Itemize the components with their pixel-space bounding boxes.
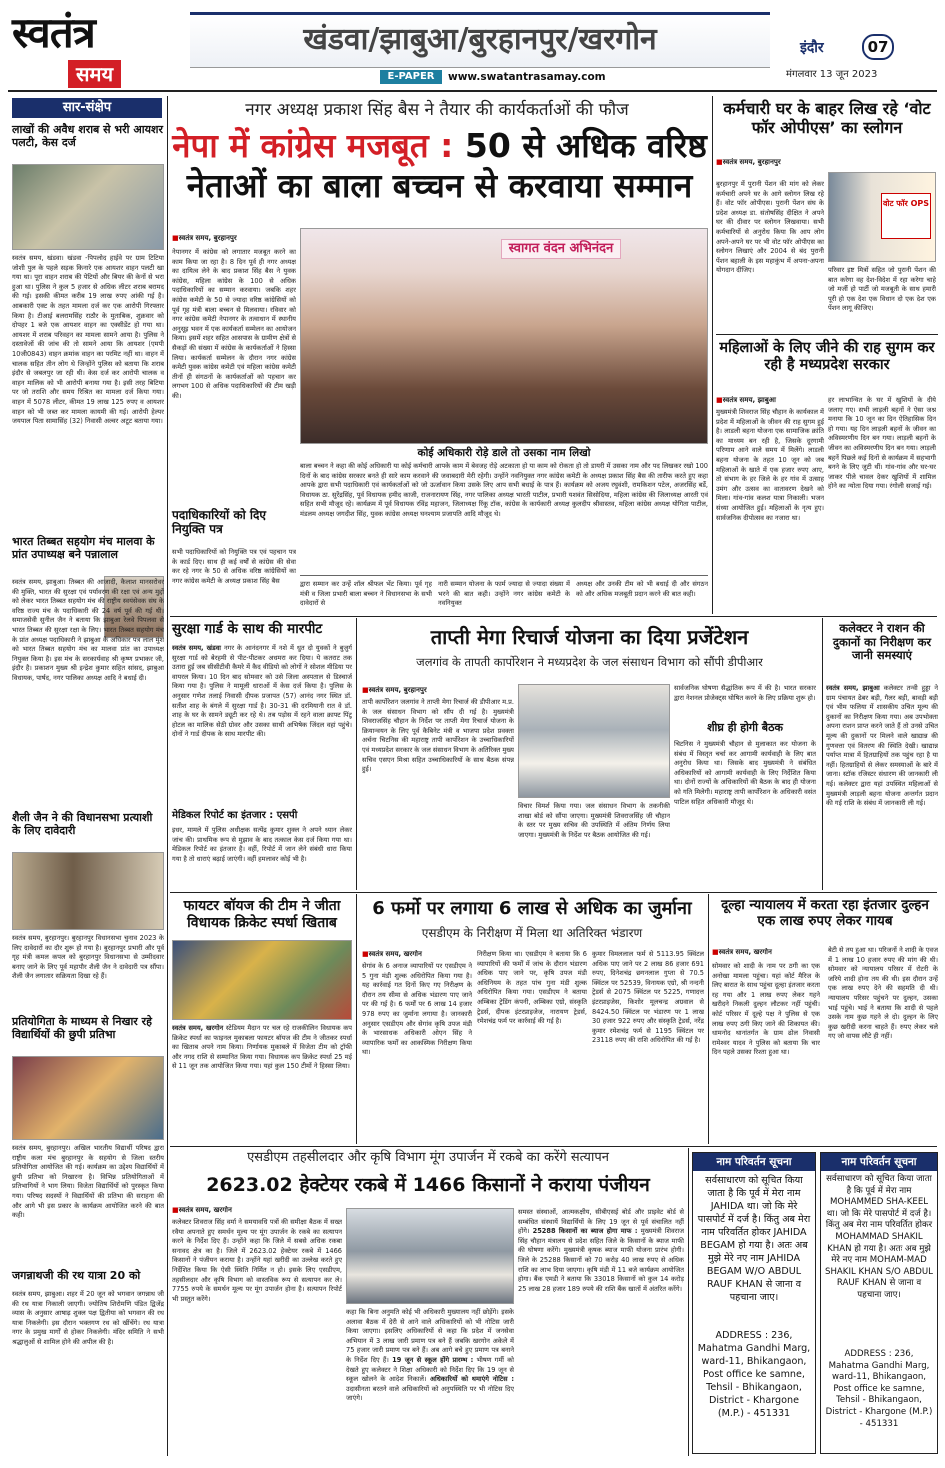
ops-body-2: परिवार इष्ट मित्रों सहित जो पुरानी पेंशन की बात करेगा वह देश-विदेश में रहा करेगा चाहे जो मर्जी हो पार्टी जो मजबूती के साथ हमारी पूरी हो एक देश एक विधान दो एक देश एक पेंशन लागू कीजिए। <box>828 266 936 313</box>
epaper-label: E-PAPER <box>380 70 442 84</box>
collector-body <box>826 684 938 886</box>
women-headline: महिलाओं के लिए जीने की राह सुगम कर रही है मध्यप्रदेश सरकार <box>719 340 935 374</box>
brief-3-title: शैली जैन ने की विधानसभा प्रत्याशी के लिए दावेदारी <box>12 811 153 837</box>
mid-rule-2 <box>170 892 937 893</box>
guard-rule <box>356 618 357 890</box>
brief-5-body: स्वतंत्र समय, झाबुआ। शहर में 20 जून को भगवान जगन्नाथ जी की रथ यात्रा निकाली जाएगी। ज्योतिष शिरोमणि पंडित द्विजेंद्र व्यास के अनुसार आषाढ़ शुक्ल पक्ष द्वितीया को भगवान की रथ यात्रा निकलेगी। इस दौरान भक्तगण रथ को खींचेंगे। रथ यात्रा नगर के प्रमुख मार्गों से होकर निकलेगी। मंदिर समिति ने सभी श्रद्धालुओं से शामिल होने की अपील की है। <box>12 1290 164 1346</box>
name-notice-2 <box>820 1152 938 1454</box>
brief-5-title: जगन्नाथजी की रथ यात्रा 20 को <box>12 1269 141 1282</box>
guard-headline: सुरक्षा गार्ड के साथ की मारपीट <box>172 621 323 637</box>
ops-byline: ■ स्वतंत्र समय, बुरहानपुर <box>716 158 936 167</box>
moong-sub-1: 19 जून से स्कूल होंगे प्रारम्भ : <box>392 1355 474 1364</box>
brief-1-title: लाखों की अवैध शराब से भरी आयशर पलटी, केस दर्ज <box>12 123 163 149</box>
fine-headline: 6 फर्मो पर लगाया 6 लाख से अधिक का जुर्माना <box>372 898 692 919</box>
lead-headline-red: नेपा में कांग्रेस मजबूत : <box>172 126 454 165</box>
tapti-deck: जलगांव के तापती कार्पोरेशन ने मध्यप्रदेश के जल संसाधन विभाग को सौंपी डीपीआर <box>416 655 763 669</box>
tapti-body-2: विचार विमर्श किया गया। जल संसाधन विभाग के तकनीकी शाखा बोर्ड को सौंपा जाएगा। मुख्यमंत्री शिवराजसिंह जी चौहान के स्तर पर मुख्य सचिव की उपस्थिति में अंतिम निर्णय लिया जाएगा। मुख्यमंत्री के निर्देश पर बैठक आयोजित की गई। <box>518 802 670 839</box>
moong-body-2-text: कहा कि बिना अनुमति कोई भी अधिकारी मुख्यालय नहीं छोड़ेंगे। इसके अलावा बैठक में देरी से आने वाले अधिकारियों को भी नोटिस जारी किया जाएगा। इसलिए अधिकारियों से कहा कि प्रदेश में जनसेवा अभियान में 3 लाख जारी प्रमाण पत्र बने हैं जबकि खरगोन अकेले में 75 हजार जारी प्रमाण पत्र बने हैं। अब आगे बचे हुए प्रमाण पत्र बनाने के निर्देश दिए हैं। <box>346 1308 514 1364</box>
collector-body-text: कलेक्टर तन्वी हुड्डा ने ग्राम पंचायत ढेबर बड़ी, गैलर बड़ी, बावड़ी बड़ी एवं भीम फलिया में शासकीय उचित मूल्य की दुकानों का निरीक्षण किया गया। अब उपभोक्ता अपना राशन प्राप्त करने जाते हैं तो उनसे उचित मूल्य की दुकानों पर मिलने वाले खाद्यान्न की गुणवत्ता एवं वितरण की स्थिति देखी। खाद्यान्न पर्याप्त मात्रा में हितग्राहियों तक पहुंच रहा है या नहीं। हितग्राहियों से लेकर समस्याओं के बारे में जाना। स्टॉक रजिस्टर संधारण की जानकारी ली गई। कलेक्टर द्वारा यहां उपस्थित महिलाओं से मुख्यमंत्री लाड़ली बहना योजना अन्तर्गत प्रदान की गई राशि के संबंध में जानकारी ली गई। <box>826 684 938 808</box>
ops-photo <box>828 172 936 262</box>
groom-body-2: बेटी से तय हुआ था। परिजनों ने शादी के एवज में 1 लाख 10 हजार रुपए की मांग की थी। सोमवार को न्यायालय परिसर में रोटरी के जरिये शादी होना तय की थी। इस दौरान उन्हें एक लाख रुपए देने की सहमति दी थी। न्यायालय परिसर पहुंचने पर दुल्हन, उसका भाई पहुंचे। भाई ने बताया कि शादी से पहले उसके नाम कुछ गहने ले दो। दुल्हन के लिए कुछ खरीदी करना चाहते हैं। रुपए लेकर चले गए जो वापस लौटे ही नहीं। <box>828 946 938 1041</box>
issue-date: मंगलवार 13 जून 2023 <box>786 69 878 80</box>
lead-body-left: नेपानगर में कांग्रेस को लगातार मजबूत करने का काम किया जा रहा है। 8 दिन पूर्व ही नगर अध्यक्ष का दायित्व लेने के बाद प्रकाश सिंह बैस ने युवक कांग्रेस, महिला कांग्रेस के 100 से अधिक पदाधिकारियों का सम्मान करवाया। जबकि शहर कांग्रेस कमेटी के 50 से ज्यादा वरिष्ठ कांग्रेसियों को पूर्व गृह मंत्री बाला बच्चन से मिलवाया। रविवार को नगर कांग्रेस कमेटी नेपानगर के तत्वाधान में स्थानीय अनुसूइ भवन में एक कार्यकर्ता सम्मेलन का आयोजन किया। इसमें शहर सहित आसपास के ग्रामीण क्षेत्रों से सैकड़ों की संख्या में कांग्रेस के कार्यकर्ताओं ने हिस्सा लिया। कार्यकर्ता सम्मेलन के दौरान नगर कांग्रेस कमेटी युवक कांग्रेस कमेटी एवं महिला कांग्रेस कमेटी तीनों ही संगठनों के कार्यकर्ताओं को पहचान कर लगभग 100 से अधिक पदाधिकारियों की टीम खड़ी की। <box>172 248 296 400</box>
name-notice-2-title: नाम परिवर्तन सूचना <box>821 1153 937 1171</box>
name-notice-1-title: नाम परिवर्तन सूचना <box>693 1153 815 1171</box>
cricket-byline: स्वतंत्र समय, खरगोन <box>172 1024 224 1032</box>
moong-sub-2: अधिकारियों को थमाएंगे नोटिस : <box>430 1375 514 1384</box>
brief-4-title: प्रतियोगिता के माध्यम से निखार रहे विद्यार्थियों की छुपी प्रतिभा <box>12 1015 152 1041</box>
name-notice-1-body: सर्वसाधारण को सूचित किया जाता है कि पूर्व में मेरा नाम JAHIDA था। जो कि मेरे पासपोर्ट में दर्ज है। किंतु अब मेरा नाम परिवर्तित होकर JAHIDA BEGAM हो गया है। अतः अब मुझे मेरे नए नाम JAHIDA BEGAM W/O ABDUL RAUF KHAN से जाना व पहचाना जाए। <box>697 1175 811 1303</box>
cricket-body-text: स्टेडियम मैदान पर चल रहे राजकीलिन विधायक कप क्रिकेट स्पर्धा का फाइनल मुकाबला फायटर बॉयज की टीम ने जीतकर स्पर्धा का खिताब अपने नाम किया। निर्णायक मुकाबले में विजेता टीम को ट्रॉफी और नगद राशि से सम्मानित किया गया। विधायक कप क्रिकेट स्पर्धा 25 मई से 11 जून तक आयोजित किया गया। यहां कुल 150 टीमों ने हिस्सा लिया। <box>172 1024 352 1071</box>
cricket-photo <box>172 940 352 1020</box>
tapti-byline: ■ स्वतंत्र समय, बुरहानपुर <box>362 686 512 695</box>
moong-body-2c: उदासीनता बरतने वाले अधिकारियों को अनुपस्थिति पर भी नोटिस दिए जाएंगे। <box>346 1384 514 1403</box>
left-column-rule <box>167 96 168 1456</box>
ops-rule <box>716 334 938 335</box>
name-notice-1 <box>692 1152 816 1454</box>
groom-headline: दूल्हा न्यायालय में करता रहा इंतजार दुल्हन एक लाख रुपए लेकर गायब <box>721 897 929 929</box>
page-number: 07 <box>862 34 894 60</box>
brief-1-photo <box>12 164 164 250</box>
lead-body-bottom-1: द्वारा सम्मान कर उन्हें शॉल श्रीफल भेंट किया। पूर्व गृह मंत्री व जिला प्रभारी बाला बच्चन ने विधानसभा के सभी दावेदारों से <box>300 580 432 608</box>
brief-4-photo <box>12 1056 164 1140</box>
lead-headline-text: 50 से अधिक वरिष्ठ नेताओं का बाला बच्चन से करवाया सम्मान <box>186 126 707 205</box>
guard-body-text: नगर के आनंदनगर में नशे में धुत दो युवकों ने बुजुर्ग सुरक्षा गार्ड को बेरहमी से पीट-पीटकर अधमरा कर दिया। ये कतराट तक उतारा हुई जब सीसीटीवी कैमरे में कैद वीडियो को लोगों ने सोशल मीडिया पर वायरल किया। 10 दिन बाद सोमवार को उसे जिला अस्पताल से डिस्चार्ज किया गया है। पुलिस ने मामूली धाराओं में केस दर्ज किया है। पुलिस के अनुसार गणेश तलाई निवासी दीपक प्रजापत (57) आनंद नगर स्थित डॉ. सतीश शाह के बंगले में सुरक्षा गार्ड है। 30-31 की दरमियानी रात वे डॉ. शाह के घर के सामने ड्यूटी कर रहे थे। तब पड़ोस में रहने वाला क्राफ्ट पिंटू होटल का मालिक सेठी ग्रोवर और उसका साथी अभिषेक जिंदल वहां पहुंचे। दोनों ने गार्ड दीपक के साथ मारपीट की। <box>172 644 352 739</box>
collector-headline: कलेक्टर ने राशन की दुकानों का निरीक्षण कर जानी समस्याएं <box>832 621 932 663</box>
collector-byline: स्वतंत्र समय, झाबुआ <box>826 684 880 692</box>
masthead-logo <box>12 10 162 92</box>
name-notice-2-body: सर्वसाधारण को सूचित किया जाता है कि पूर्व में मेरा नाम MOHAMMED SHA-KEEL था। जो कि मेरे पासपोर्ट में दर्ज है। किंतु अब मेरा नाम परिवर्तित होकर MOHAMMAD SHAKIL KHAN हो गया है। अतः अब मुझे मेरे नए नाम MOHAM-MAD SHAKIL KHAN S/O ABDUL RAUF KHAN से जाना व पहचाना जाए। <box>825 1174 933 1300</box>
lead-photo-banner: स्वागत वंदन अभिनंदन <box>501 239 621 259</box>
fine-byline: ■ स्वतंत्र समय, खरगोन <box>362 950 472 959</box>
lead-caption: कोई अधिकारी रोड़े डाले तो उसका नाम लिखो <box>300 446 708 460</box>
city-label: इंदौर <box>800 40 824 56</box>
lead-subhead: पदाधिकारियों को दिए नियुक्ति पत्र <box>172 508 266 537</box>
mid-rule-1 <box>170 616 937 617</box>
women-body: मुख्यमंत्री शिवराज सिंह चौहान के कार्यकाल में प्रदेश में महिलाओं के जीवन की राह सुगम हुई है। लाडली बहना योजना एक सामाजिक क्रांति का माध्यम बन रही है, जिसके दूरगामी परिणाम आने वाले समय में मिलेंगे। लाडली बहना योजना के तहत 10 जून को जब महिलाओं के खाते में एक हजार रुपए आए, तो संभाग के हर जिले के हर गांव में उत्साह उमंग और उत्सव का वातावरण देखने को मिला। गांव-गांव कलश यात्रा निकाली। भजन संध्या आयोजित हुई। महिलाओं के नृत्य हुए। सार्वजनिक दीपोत्सव का नजारा था। <box>716 408 824 522</box>
moong-body-2 <box>346 1308 514 1456</box>
moong-body-3 <box>518 1208 684 1456</box>
brief-2-body: स्वतंत्र समय, झाबुआ। तिब्बत की आजादी, कैलाश मानसरोवर की मुक्ति, भारत की सुरक्षा एवं पर्यावरण की रक्षा एवं अन्य मुद्दों को लेकर भारत तिब्बत सहयोग मंच की राष्ट्रीय स्वयंसेवक संघ के वरिष्ठ राज्य मंच के पदाधिकारी की 24 वर्ष पूर्व की गई थी। समाजसेवी सुनील जैन ने बताया कि झाबुआ रेलवे पिपलवा से भारत तिब्बत की सुरक्षा रक्षा के लिए। भारत तिब्बत सहयोग मंच के प्रांत अध्यक्ष पदाधिकारी ने झाबुआ के अधिकार पत्र लाल मुंश को भारत तिब्बत सहयोग मंच का मालवा प्रांत का उपाध्यक्ष नियुक्त किया है। इस मंच के सरकार्यवाह श्री कृष्ण प्रभाकर जी, इंदौर है। प्रकाशन मुख्य श्री इन्द्रेश कुमार सहित सांसद, झाबुआ विधायक, पार्षद, नगर पालिका अध्यक्ष आदि ने बधाई दी। <box>12 578 164 682</box>
moong-body-2b: भीषण गर्मी को देखते हुए कलेक्टर ने शिक्षा अधिकारी को निर्देश दिए कि 19 जून से स्कूल खोलने के आदेश निकालें। <box>346 1355 514 1384</box>
name-notice-2-address: ADDRESS : 236, Mahatma Gandhi Marg, ward-11, Bhikangaon, Post office ke samne, Tehsil - Bhikangaon, District - Khargone (M.P.) - 451331 <box>825 1349 933 1429</box>
tapti-rule <box>822 618 823 890</box>
ops-body: बुरहानपुर में पुरानी पेंशन की मांग को लेकर कर्मचारी अपने घर के आगे स्लोगन लिख रहे हैं। वोट फॉर ओपीएस। पुरानी पेंशन संघ के प्रदेश अध्यक्ष डा. संतोषसिंह दीक्षित ने अपने घर की दीवार पर स्लोगन लिखवाया। सभी कर्मचारियों से अनुरोध किया कि आप लोग अपने-अपने घर पर भी वोट फॉर ओपीएस का स्लोगन लिखाएं और 2004 से बंद पुरानी पेंशन बहाली के इस महाकुंभ में अपना-अपना योगदान दीजिए। <box>716 180 824 275</box>
brief-4-body: स्वतंत्र समय, बुरहानपुर। अखिल भारतीय विद्यार्थी परिषद द्वारा राष्ट्रीय कला मंच बुरहानपुर के सहयोग से जिला स्तरीय प्रतियोगिता आयोजित की गई। कार्यक्रम का उद्देश्य विद्यार्थियों में छुपी प्रतिभा को निखारना है। विभिन्न प्रतियोगिताओं में प्रतिभागियों ने भाग लिया। विजेता विद्यार्थियों को पुरस्कृत किया गया। परिषद सदस्यों ने विद्यार्थियों की प्रतिभा की सराहना की और आगे भी इस प्रकार के कार्यक्रम आयोजित करने की बात कही। <box>12 1144 164 1220</box>
lead-photo <box>300 228 708 444</box>
tapti-body-4: चिटनिस ने मुख्यमंत्री चौहान से मुलाकात कर योजना के संबंध में विस्तृत चर्चा कर आगामी कार्यवाही के लिए बात अनुरोध किया था। जिसके बाद मुख्यमंत्री ने संबंधित अधिकारियों को आगामी कार्यवाही के लिए निर्देशित किया था। दोनों राज्यों के अधिकारियों की बैठक के बाद ही योजना को गति मिलेगी। महाराष्ट्र तापी कार्पोरेशन के अधिकारी वसंत पाटिल सहित अधिकारी मौजूद थे। <box>674 740 816 806</box>
lead-caption-body: बाला बच्चन ने कहा की कोई अधिकारी या कोई कर्मचारी आपके काम में बेवजह रोड़े अटकाता हो या काम को रोकता हो तो डायरी में उसका नाम और पद लिखकर रखो 100 दिनों के बाद कांग्रेस सरकार बनते ही सारे काम करवाने की जवाबदारी मेरी रहेगी। उन्होंने नवनियुक्त नगर कांग्रेस कमेटी के अध्यक्ष प्रकाश सिंह बैस की तारीफ करते हुए कहा आपके द्वारा सभी पदाधिकारी एवं कार्यकर्ताओं को जो ऊर्जावान किया उसके लिए आप सभी बधाई के पात्र हैं। कार्यक्रम को अजय रघुवंशी, रामकिशन पटेल, अजरसिंह बर्डे, विधायक ठा. सुरेंद्रसिंह, पूर्व विधायक हमीद काजी, राजनारायण सिंह, नगर पालिका अध्यक्ष भारती पाटील, प्रभारी यशवंत सिसोदिया, महिला कांग्रेस की जिलाध्यक्ष आरती एवं सहित सभी मौजूद रहे। कार्यक्रम में पूर्व विधायक रविंद्र महाजन, जिलाध्यक्ष रिंकू टॉक, कांग्रेस के कार्यकारी अध्यक्ष कुलदीप श्रीवास्तव, महिला कांग्रेस अध्यक्ष योगिता पाटील, मंडलम अध्यक्ष जगदीश सिंह, युवक कांग्रेस अध्यक्ष घनश्याम प्रजापति आदि मौजूद थे। <box>300 462 708 576</box>
website-link[interactable]: www.swatantrasamay.com <box>448 71 606 83</box>
moong-body-3b: मुख्यमंत्री शिवराज सिंह चौहान मंत्रालय से प्रदेश सहित जिले के किसानों के ब्याज माफी की घोषणा करेंगे। मुख्यमंत्री कृषक ब्याज माफी योजना प्रारंभ होगी। जिले के 25288 किसानों को 70 करोड़ 40 लाख रुपए से अधिक राशि का लाभ दिया जाएगा। कृषि मंडी में 11 बजे कार्यक्रम आयोजित होगा। बैंक एमडी ने बताया कि 33018 किसानों को कुल 14 करोड़ 25 लाख 28 हजार 189 रुपये की राशि बैंक खातों में अंतरित करेंगे। <box>518 1227 684 1293</box>
brief-3-body: स्वतंत्र समय, बुरहानपुर। बुरहानपुर विधानसभा चुनाव 2023 के लिए दावेदारों का दौर शुरू हो गया है। बुरहानपुर प्रभारी और पूर्व गृह मंत्री कमल कपल को बुरहानपुर विधानसभा से उम्मीदवार बनाए जाने के लिए पूर्व महापौर शैली जैन ने दावेदारी पत्र सौंपा। शैली जैन लगातार सक्रियता दिखा रहे हैं। <box>12 934 164 981</box>
women-body-2: हर लाभान्वित के घर में खुशियों के दीये जलाए गए। सभी लाड़ली बहनों ने ऐसा जश्न मनाया कि 10 जून का दिन ऐतिहासिक दिन हो गया। यह दिन लाड़ली बहनों के जीवन का अविस्मरणीय दिन बन गया। लाड़ली बहनों के जीवन का अविस्मरणीय दिन बन गया। लाड़ली बहनें पिछले कई दिनों से कार्यक्रम में सहभागी बनने के लिए जुटी थीं। गांव-गांव और घर-घर जाकर पीले चावल देकर खुशियों में शामिल होने का न्योता दिया गया। रंगोली सजाई गई। <box>828 396 936 491</box>
ops-headline: कर्मचारी घर के बाहर लिख रहे ‘वोट फॉर ओपीएस’ का स्लोगन <box>723 99 931 137</box>
guard-subhead: मेडिकल रिपोर्ट का इंतजार : एसपी <box>172 810 298 821</box>
name-notice-1-address: ADDRESS : 236, Mahatma Gandhi Marg, ward-11, Bhikangaon, Post office ke samne, Tehsil - Bhikangaon, District - Khargone (M.P.) - 451331 <box>697 1330 811 1419</box>
cricket-headline: फायटर बॉयज की टीम ने जीता विधायक क्रिकेट स्पर्धा खिताब <box>183 898 341 931</box>
lead-kicker: नगर अध्यक्ष प्रकाश सिंह बैस ने तैयार की कार्यकर्ताओं की फौज <box>245 100 629 120</box>
lead-right-rule <box>712 96 713 614</box>
cricket-rule <box>356 894 357 1144</box>
edition-banner <box>190 12 770 68</box>
tapti-body-1: तापी कार्पोरेशन जलगांव ने ताप्ती मेगा रिचार्ज की डीपीआर म.प्र. के जल संसाधन विभाग को सौंप दी गई है। मुख्यमंत्री शिवराजसिंह चौहान के निर्देश पर ताप्ती मेगा रिचार्ज योजना के क्रियान्वयन के लिए पूर्व कैबिनेट मंत्री व भाजपा प्रदेश प्रवक्ता अर्चना चिटनिस की महाराष्ट्र तापी कार्पोरेशन के उच्चाधिकारियों एवं मध्यप्रदेश सरकार के जल संसाधन विभाग के अतिरिक्त मुख्य सचिव एसएन मिश्रा सहित उच्चाधिकारियों के साथ बैठक संपन्न हुई। <box>362 698 514 774</box>
lead-body-bottom-3: अध्यक्ष और उनकी टीम को भी बधाई दी और संगठन को और अधिक मजबूती प्रदान करने की बात कही। <box>576 580 708 598</box>
moong-body-1: कलेक्टर शिवराज सिंह वर्मा ने समयावधि पत्रों की समीक्षा बैठक में सख्त रवैया अपनाते हुए समर्थन मूल्य पर मूंग उपार्जन के रकबे का सत्यापन करने के निर्देश दिए हैं। उन्होंने कहा कि जिले में सबसे अधिक रकबा सनावद क्षेत्र का है। जिले में 2623.02 हेक्टेयर रकबे में 1466 किसानों ने पंजीयन कराया है। उन्होंने यहां खरीदी का उल्लेख करते हुए निर्देशित किया कि ऐसी स्थिति निर्मित न हो। इसके लिए एसडीएम, तहसीलदार और कृषि विभाग को वास्तविक रूप से सत्यापन कर ले। 7755 रुपये के समर्थन मूल्य पर मूंग उपार्जन होना है। सत्यापन रिपोर्ट भी प्रस्तुत करेंगे। <box>172 1218 342 1303</box>
lead-byline: ■ स्वतंत्र समय, बुरहानपुर <box>172 234 292 243</box>
moong-photo <box>346 1208 514 1304</box>
fine-body-2: निरीक्षण किया था। एसडीएम ने बताया कि 6 व्यापारियों की फर्मों में जांच के दौरान भंडारण अधिक पाए जाने पर, कृषि उपज मंडी अधिनियम के तहत पांच गुना मंडी शुल्क अधिरोपित किया गया। एसडीएम ने बताया अम्बिका ट्रेडिंग कंपनी, अम्बिका एग्रो, संस्कृति ट्रेडर्स, दीपक इंटरप्राइजेज, नारायण ट्रेडर्स, रमेशचंद्र फर्म पर कार्रवाई की गई है। <box>477 950 587 1026</box>
edition-names: खंडवा/झाबुआ/बुरहानपुर/खरगोन <box>303 22 657 57</box>
mid-rule-3 <box>170 1146 937 1147</box>
tapti-subhead: शीघ्र ही होगी बैठक <box>707 721 783 734</box>
tapti-photo <box>518 684 670 798</box>
lead-headline <box>172 126 707 206</box>
guard-byline: स्वतंत्र समय, खंडवा <box>172 644 221 652</box>
brief-2-title: भारत तिब्बत सहयोग मंच मालवा के प्रांत उपाध्यक्ष बने पन्नालाल <box>12 535 155 561</box>
fine-body-3: कुमार विमललाल फर्म से 5113.95 क्विंटल अधिक पाए जाने पर 2 लाख 86 हजार 691 रुपए, दिनेशचंद्र छगनलाल गुप्ता से 70.5 क्विंटल पर 52539, विनायक एग्रो, श्री नन्दनी ट्रेडर्स से 2075 क्विंटल पर 5225, गणादत्त इंटरप्राइजेस, किशोर मूलचन्द्र अग्रवाल से 8424.50 क्विंटल पर भंडारण पर 1 लाख 30 हजार 922 रुपए और संस्कृति ट्रेडर्स, नरेंद्र कुमार रमेशचंद्र फर्म से 1195 क्विंटल पर 23118 रुपए की राशि अधिरोपित की गई है। <box>592 950 704 1045</box>
masthead-rule <box>8 90 937 92</box>
tapti-headline: ताप्ती मेगा रिचार्ज योजना का दिया प्रजेंटेशन <box>430 625 749 649</box>
brand-bottom: समय <box>68 60 121 88</box>
moong-sub-3: 25288 किसानों का ब्याज होगा माफ : <box>532 1227 638 1236</box>
fine-body-1: सेगांव के 6 अनाज व्यापारियों पर एसडीएम ने 5 गुना मंडी शुल्क अधिरोपित किया गया है। यह कार्रवाई गत दिनों किए गए निरीक्षण के दौरान तय सीमा से अधिक भंडारण पाए जाने पर की गई है। 6 फर्मों पर 6 लाख 14 हजार 978 रुपए का जुर्माना लगाया है। जानकारी अनुसार एसडीएम और सेगांव कृषि उपज मंडी के भारसाधक अधिकारी ओएन सिंह ने व्यापारिक फर्मों का आकस्मिक निरीक्षण किया था। <box>362 962 472 1057</box>
moong-rule <box>688 1148 689 1456</box>
moong-kicker: एसडीएम तहसीलदार और कृषि विभाग मूंग उपार्जन में रकबे का करेंगे सत्यापन <box>247 1150 609 1165</box>
guard-body <box>172 644 352 810</box>
lead-body-left-2: सभी पदाधिकारियों को नियुक्ति पत्र एवं पहचान पत्र के कार्ड दिए। साथ ही कई वर्षों से कांग्रेस की सेवा कर रहे नगर के 50 से अधिक वरिष्ठ कांग्रेसियों का नगर कांग्रेस कमेटी के अध्यक्ष प्रकाश सिंह बैस <box>172 548 296 585</box>
groom-byline: ■ स्वतंत्र समय, खरगोन <box>712 948 820 957</box>
brief-1-body: स्वतंत्र समय, खंडवा। खंडवा -पिपलोद हाईवे पर ग्राम टिटिया जोशी पुल के पहले सड़क किनारे एक आयशर वाहन पलटी खा गया था। पूरा वाहन शराब की पेटियों और बियर की केनों से भरा हुआ था। पुलिस ने कुल 5 हजार से अधिक लीटर शराब बरामद की गई। इसकी कीमत करीब 19 लाख रुपए आंकी गई है। आबकारी एक्ट के तहत मामला दर्ज कर एक आरोपी गिरफ्तार किया है। टीआई बलरामसिंह राठौर के मुताबिक, शुक्रवार को दोपहर 1 बजे एक आयशर वाहन का एक्सीडेंट हो गया था। आयशर में शराब परिवहन का मामला सामने आया है। पुलिस ने दस्तावेजों की जांच की तो सामने आया कि आयशर (एमपी 10जी0843) वाहन क्रमांक वाहन का परमिट नहीं था। वाहन में चालक सहित तीन लोग थे जिन्होंने पुलिस को बताया कि शराब इंदौर से जबलपुर जा रही थी। केस दर्ज कर आरोपी चालक व वाहन मालिक को भी आरोपी बनाया गया है। इसी तरह बिटिया पर जो तराशि और समय रिश्रित का मामला दर्ज किया गया। वाहन में 5078 लीटर, कीमत 19 लाख 125 रुपए व आयशर वाहन को भी जब्त कर मामला कायमी की गई। आरोपी हेल्पर जयपाल पिता सामासिंह (32) निवासी अल्वर अटूट बताया गया। <box>12 254 164 426</box>
guard-body-2: इधर, मामले में पुलिस अधीक्षक सत्येंद्र कुमार शुक्ल ने अपने ध्यान लेकर जांच की। प्राथमिक रूप से मुझाव के बाद तत्काल केस दर्ज किया गया था। मेडिकल रिपोर्ट का इंतजार है। वहीं, रिपोर्ट में जान लेने संबंधी धारा किया गया है तो धाराएं बढ़ाई जाएंगी। वहीं हमलावर कोई भी है। <box>172 826 352 863</box>
tapti-body-3: सार्वजनिक घोषणा सैद्धांतिक रूप में की है। भारत सरकार द्वारा नेशनल प्रोजेक्ट्स घोषित करने के लिए प्रक्रिया शुरू हो। <box>674 684 816 702</box>
moong-headline: 2623.02 हेक्टेयर रकबे में 1466 किसानों ने कराया पंजीयन <box>206 1174 650 1196</box>
cricket-body <box>172 1024 352 1140</box>
lead-body-bottom-2: नारी सम्मान योजना के फार्म ज्यादा से ज्यादा संख्या में भरने की बात कही। उन्होंने नगर कांग्रेस कमेटी के नवनियुक्त <box>438 580 570 608</box>
section-label: सार-संक्षेप <box>12 98 162 118</box>
fine-deck: एसडीएम के निरीक्षण में मिला था अतिरिक्त भंडारण <box>421 926 643 940</box>
groom-body: सोमवार को शादी के नाम पर ठगी का एक अनोखा मामला पहुंचा। यहां कोर्ट मैरिज के लिए बारात के साथ पहुंचा दूल्हा इंतजार करता रह गया और 1 लाख रुपए लेकर गहने खरीदने निकली दुल्हन लौटकर नहीं पहुंची। कोर्ट परिसर में दूल्हे पक्ष ने पुलिस से एक लाख रुपए ठगी किए जाने की शिकायत की। धामनोद थानांतर्गत के ग्राम ढोल निवासी रामेश्वर यादव ने पुलिस को बताया कि चार दिन पहले उसका रिश्ता हुआ था। <box>712 962 820 1057</box>
ops-poster: वोट फॉर OPS <box>881 193 931 239</box>
moong-byline: ■ स्वतंत्र समय, खरगोन <box>172 1206 342 1215</box>
fine-rule <box>708 894 709 1144</box>
brand-top: स्वतंत्र <box>12 8 95 57</box>
women-byline: ■ स्वतंत्र समय, झाबुआ <box>716 396 824 405</box>
brief-3-photo <box>12 852 164 930</box>
moong-body-3-text: समस्त संस्थाओं, आत्मकक्षीय, सीबीएसई बोर्ड और प्राइवेट बोर्ड से सम्बंधित संस्थायें विद्यार्थियों के लिए 19 जून से पूर्व संचालित नहीं होंगे। <box>518 1208 684 1236</box>
